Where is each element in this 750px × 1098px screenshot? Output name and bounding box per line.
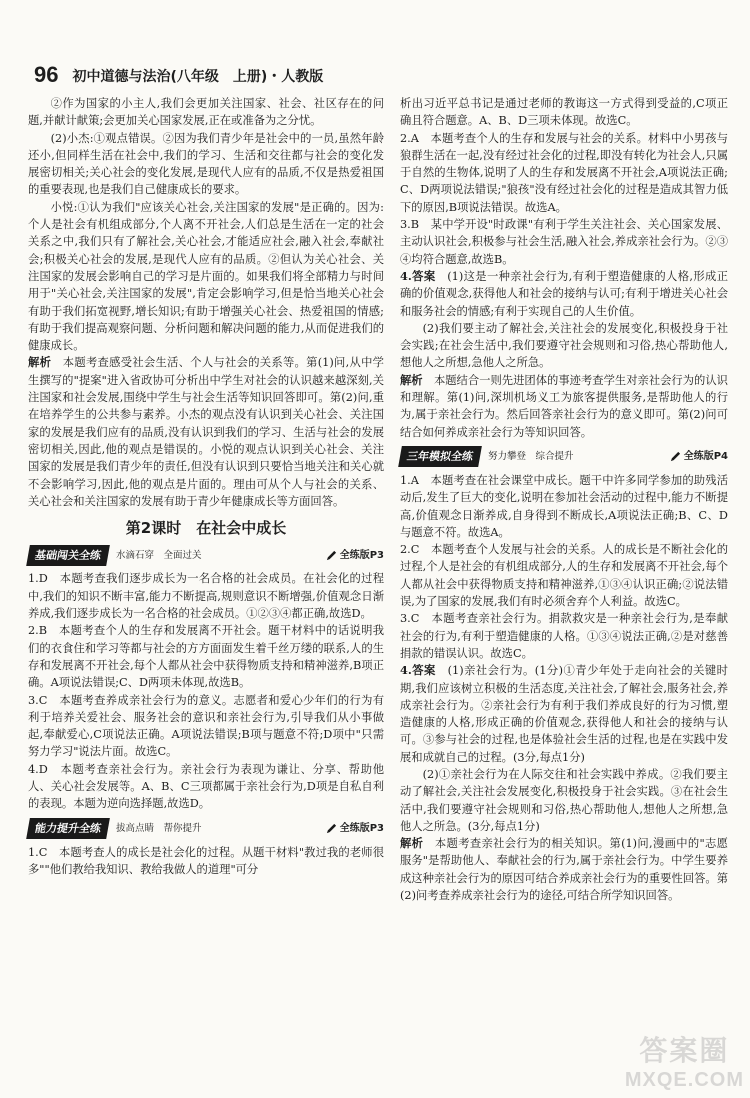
question-answer: 1.C 本题考查人的成长是社会化的过程。从题干材料"教过我的老师很多""他们教给我知识、教给我做人的道理"可分 [28,845,384,876]
section-banner-three-year [400,447,728,467]
analysis-text: 本题结合一则先进团体的事迹考查学生对亲社会行为的认识和理解。第(1)问,深圳机场义工为旅客提供服务,是帮助他人的行为,属于亲社会行为。然后回答亲社会行为的意义即可。第(2)问可结合如何养成亲社会行为等知识回答。 [400,373,728,439]
question-answer: 3.C 本题考查养成亲社会行为的意义。志愿者和爱心少年们的行为有利于培养关爱社会、服务社会的意识和亲社会行为,引导我们从小事做起,奉献爱心,C项说法正确。A项说法错误;B项与题意不符;D项中"只需努力学习"说法片面。故选C。 [28,693,384,759]
answer-paragraph: (2)①亲社会行为在人际交往和社会实践中养成。②我们要主动了解社会,关注社会发展变化,积极投身于社会实践。③在社会生活中,我们要遵守社会规则和习俗,热心帮助他人,想他人之所想,急他人之所急。(3分,每点1分) [400,767,728,833]
banner-slogan: 努力攀登 综合提升 [488,451,574,463]
analysis-paragraph [400,372,728,441]
analysis-label: 解析 [28,355,52,370]
analysis-label: 解析 [400,372,423,387]
answer-label: 4.答案 [400,268,436,283]
pencil-icon [326,823,337,834]
left-column [28,95,384,878]
pencil-icon [670,451,681,462]
question-answer: 1.D 本题考查我们逐步成长为一名合格的社会成员。在社会化的过程中,我们的知识不断丰富,能力不断提高,规则意识不断增强,价值观念日渐养成,我们逐步成长为一名合格的社会成员。①②③④都正确,故选D。 [28,572,384,621]
banner-ref [670,448,728,465]
answer-paragraph: (2)小杰:①观点错误。②因为我们青少年是社会中的一员,虽然年龄还小,但同样生活在社会中,我们的学习、生活和交往都与社会的变化发展密切相关;关心社会的变化发展,是现代人应有的品质,不仅是热爱祖国的重要表现,也是我们自己健康成长的要求。 [28,131,384,197]
answer-text: (1)这是一种亲社会行为,有利于塑造健康的人格,形成正确的价值观念,获得他人和社会的接纳与认可;有利于增进关心社会和服务社会的情感;有利于实现自己的人生价值。 [400,269,729,318]
banner-slogan: 水滴石穿 全面过关 [116,549,202,561]
watermark-logo: 答案圈 [639,1035,730,1066]
analysis-paragraph [400,835,728,904]
question-answer: 3.B 某中学开设"时政课"有利于学生关注社会、关心国家发展、主动认识社会,积极参与社会生活,融入社会,养成亲社会行为。②③④均符合题意,故选B。 [400,218,728,266]
section-banner-basic [28,545,384,565]
right-column [400,95,728,904]
answer-paragraph: 析出习近平总书记是通过老师的教诲这一方式得到受益的,C项正确且符合题意。A、B、D三项未体现。故选C。 [400,97,728,128]
answer-text: (1)亲社会行为。(1分)①青少年处于走向社会的关键时期,我们应该树立积极的生活态度,关注社会,了解社会,服务社会,养成亲社会行为。②亲社会行为有利于我们养成良好的行为习惯,塑造健康的人格,形成正确的价值观念,获得他人和社会的接纳与认可。③参与社会的过程,也是体验社会生活的过程,也是在实践中发展和成就自己的过程。(3分,每点1分) [400,664,728,764]
banner-tag: 基础闯关全练 [26,545,110,566]
question-answer: 4.D 本题考查亲社会行为。亲社会行为表现为谦让、分享、帮助他人、关心社会发展等。A、B、C三项都属于亲社会行为,D项是自私自利的表现。本题为逆向选择题,故选D。 [28,762,384,811]
answer-paragraph: (2)我们要主动了解社会,关注社会的发展变化,积极投身于社会实践;在社会生活中,我们要遵守社会规则和习俗,热心帮助他人,想他人之所想,急他人之所急。 [400,321,728,370]
question-answer [400,268,728,320]
watermark [625,1029,744,1092]
question-answer: 2.A 本题考查个人的生存和发展与社会的关系。材料中小男孩与狼群生活在一起,没有经过社会化的过程,即没有转化为社会人,只属于自然的生物体,说明了人的生存和发展离不开社会,A项说法正确;C、D两项说法错误;"狼孩"没有经过社会化的过程是造成其智力低下的原因,B项说法错误。故选A。 [400,131,728,214]
question-answer: 2.C 本题考查个人发展与社会的关系。人的成长是不断社会化的过程,个人是社会的有机组成部分,人的生存和发展离不开社会,每个人都从社会中获得物质支持和精神滋养,①③④认识正确;②说法错误,为了国家的发展,我们有时必须舍弃个人利益。故选C。 [400,543,728,609]
section-banner-ability [28,819,384,839]
banner-ref-text: 全练版P3 [339,549,384,561]
answer-label: 4.答案 [400,663,436,678]
pencil-icon [326,550,337,561]
section-title: 第2课时 在社会中成长 [125,519,287,538]
analysis-text: 本题考查感受社会生活、个人与社会的关系等。第(1)问,从中学生撰写的"提案"进入省政协可分析出中学生对社会的认识越来越深刻,关注国家和社会发展,围绕中学生与社会生活等知识回答即可。第(2)问,重在培养学生的公共参与素养。小杰的观点没有认识到关心社会、关注国家的发展是我们应有的品质,没有认识到我们的学习、生活与社会的发展密切相关,因此,他的观点是错误的。小悦的观点认识到关心社会、关注国家的发展是我们青少年的责任,但没有认识到只要恰当地关注和关心就不会影响学习,因此,他的观点是片面的。理由可从个人与社会的关系、关心社会和关注国家的发展有助于青少年健康成长等方面回答。 [28,356,384,508]
question-answer [400,662,728,766]
banner-tag: 三年模拟全练 [398,446,482,467]
question-answer: 1.A 本题考查在社会课堂中成长。题干中许多同学参加的助残活动后,发生了巨大的变化,说明在参加社会活动的过程中,能力不断提高,价值观念日渐养成,自身得到不断成长,A项说法正确;B、C、D与题意不符。故选A。 [400,473,728,539]
banner-ref-text: 全练版P3 [339,822,384,834]
analysis-paragraph [28,354,384,510]
analysis-label: 解析 [400,836,424,851]
book-title: 初中道德与法治(八年级 上册)・人教版 [72,69,324,85]
analysis-text: 本题考查亲社会行为的相关知识。第(1)问,漫画中的"志愿服务"是帮助他人、奉献社会的行为,属于亲社会行为。中学生要养成这种亲社会行为的原因可结合养成亲社会行为的重要性回答。第(2)问考查养成亲社会行为的途径,可结合所学知识回答。 [400,837,728,903]
page-header [34,60,724,86]
banner-slogan: 拔高点睛 帮你提升 [116,822,202,834]
page-number: 96 [34,62,59,87]
answer-paragraph: ②作为国家的小主人,我们会更加关注国家、社会、社区存在的问题,并献计献策;会更加关心国家发展,正在或准备为之分忧。 [28,97,384,128]
banner-ref-text: 全练版P4 [683,451,728,463]
question-answer: 2.B 本题考查个人的生存和发展离不开社会。题干材料中的话说明我们的衣食住和学习等都与社会的方方面面发生着千丝万缕的联系,人的生存和发展离不开社会,每个人都从社会中获得物质支持和精神滋养,B项正确。A项说法错误;C、D两项未体现,故选B。 [28,624,384,690]
banner-ref [326,547,384,564]
banner-tag: 能力提升全练 [26,818,110,839]
question-answer: 3.C 本题考查亲社会行为。捐款救灾是一种亲社会行为,是奉献社会的行为,有利于塑造健康的人格。①③④说法正确,②是对慈善捐款的错误认识。故选C。 [400,612,728,660]
answer-paragraph: 小悦:①认为我们"应该关心社会,关注国家的发展"是正确的。因为:个人是社会有机组成部分,个人离不开社会,人们总是生活在一定的社会关系之中,我们只有了解社会,关心社会,才能适应社会,融入社会,奉献社会;积极关心社会的发展,是现代人应有的品质。②但认为关心社会、关注国家的发展会影响自己的学习是片面的。如果我们将全部精力与时间用于"关心社会,关注国家的发展",肯定会影响学习,但是恰当地关心社会有助于我们拓宽视野,增长知识;有助于增强关心社会、热爱祖国的情感;有助于我们提高观察问题、分析问题和解决问题的能力,从而促进我们的健康成长。 [28,200,384,353]
banner-ref [326,820,384,837]
watermark-url: MXQE.COM [624,1069,744,1091]
